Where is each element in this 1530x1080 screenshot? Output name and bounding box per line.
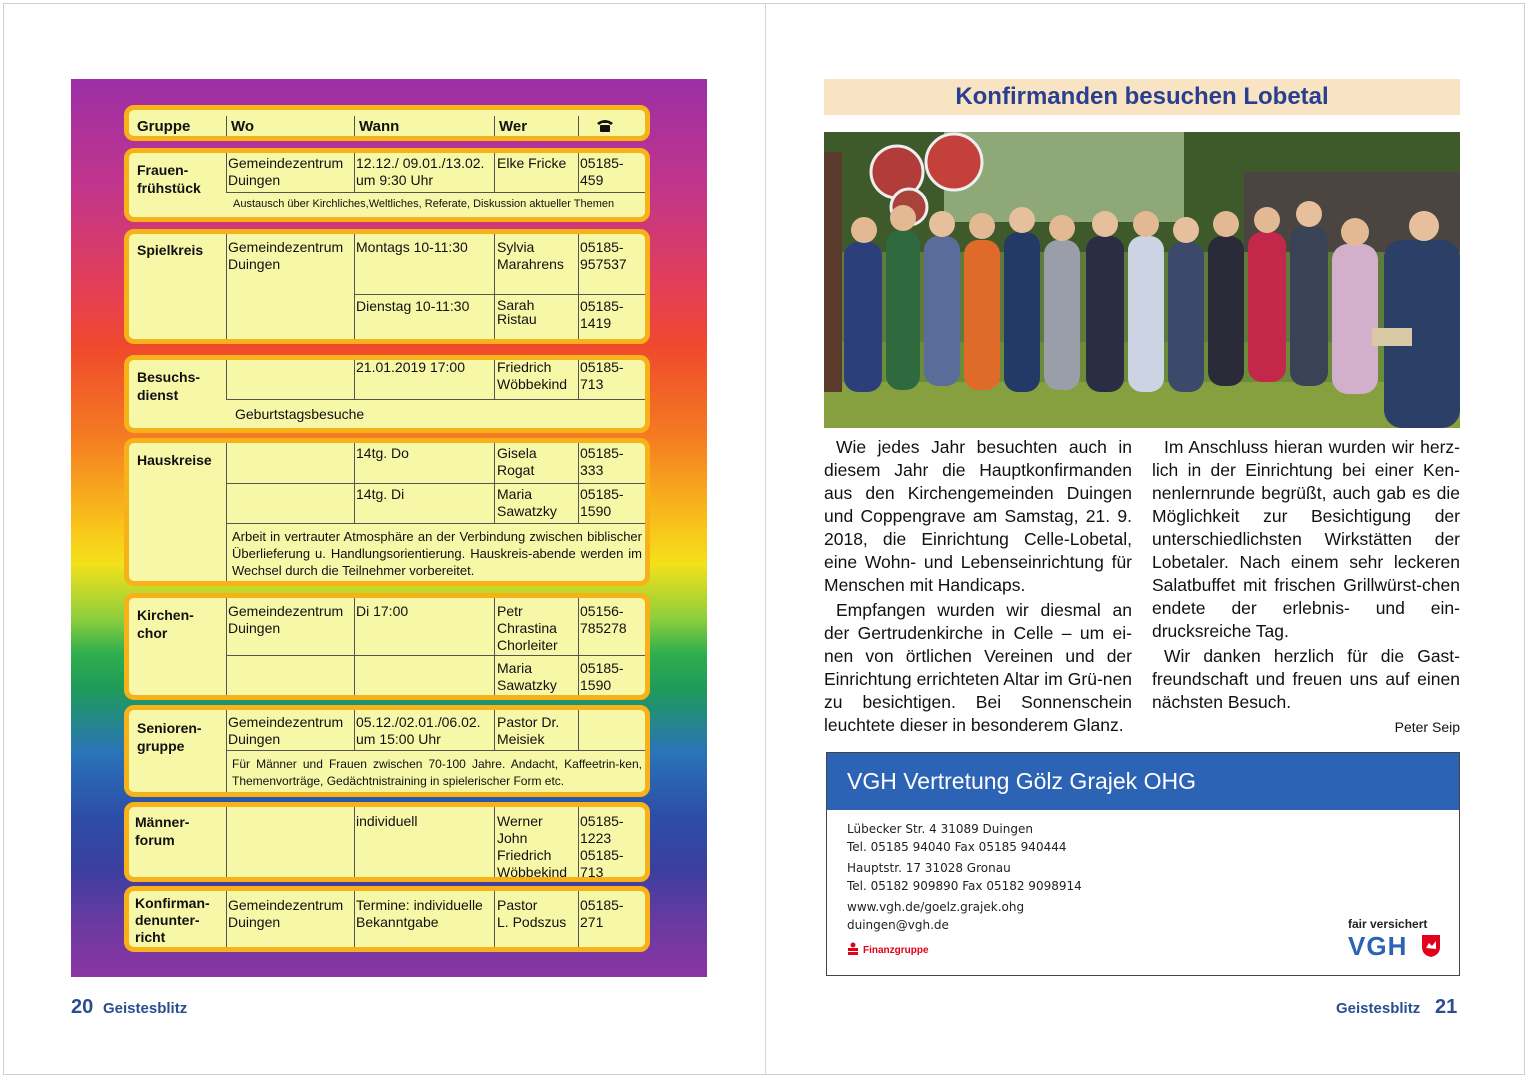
vgh-shield-icon [1421,934,1441,958]
divider [494,153,495,193]
vgh-slogan: fair versichert [1348,917,1428,931]
divider [578,234,579,339]
divider [226,234,227,339]
divider [226,399,646,400]
time: 14tg. Do [356,445,409,461]
group-name: Besuchs- dienst [137,369,201,403]
contact: Maria Sawatzky [497,486,557,519]
divider [354,360,355,400]
magazine-name-left: Geistesblitz [103,1000,188,1017]
finanzgruppe-label: Finanzgruppe [863,945,929,956]
article-paragraph: Wir danken herzlich für die Gast-freundschaft und freuen uns auf einen nächsten Besuch. [1152,646,1460,712]
time: 12.12./ 09.01./13.02. um 9:30 Uhr [356,155,485,188]
contact: Pastor Dr. Meisiek [497,714,560,747]
group-name: Konfirman- denunter- richt [135,895,210,945]
group-note: Austausch über Kirchliches,Weltliches, Referate, Diskussion aktueller Themen [233,198,615,210]
divider [226,750,646,751]
divider [578,443,579,523]
sparkasse-icon [847,942,859,956]
article-author: Peter Seip [1394,719,1460,735]
magazine-name-right: Geistesblitz [1336,1000,1421,1017]
time: individuell [356,813,418,829]
location: Gemeindezentrum Duingen [228,603,344,636]
article-paragraph: Wie jedes Jahr besuchten auch in diesem Jahr die Hauptkonfirmanden aus den Kirchengemeinden Duingen und Coppengrave am Samstag, 21. 9. 2018, die Einrichtung Celle-Lobetal, eine Wohn- und Lebenseinrichtung für Menschen mit Handicaps. [824,437,1132,595]
group-note: Geburtstagsbesuche [235,406,365,422]
phone-icon [595,117,615,133]
divider [578,153,579,193]
phone: 05185- 333 [580,445,624,478]
phone: 05185- 1223 05185- 713 [580,813,624,880]
page-number-right: 21 [1435,996,1458,1018]
group-konfi [124,886,650,952]
group-maenner [124,802,650,882]
divider [226,360,227,400]
time: Dienstag 10-11:30 [356,298,470,314]
vgh-phone-2: Tel. 05182 909890 Fax 05182 9098914 [847,879,1082,893]
location: Gemeindezentrum Duingen [228,239,344,272]
article-paragraph: Im Anschluss hieran wurden wir herz-lich in der Einrichtung bei einer Ken-nenlernrunde begrüßt, auch gab es die Möglichkeit zur Besichtigung der unterschiedlichsten Wirkstätten der Lobetaler. Nach einem sehr leckeren Salatbuffet mit frischen Grillwürst-chen endete der erlebnis- und ein-drucksreiche Tag. [1152,437,1460,641]
location: Gemeindezentrum Duingen [228,714,344,747]
divider [226,598,227,698]
group-name: Spielkreis [137,242,204,258]
time: 05.12./02.01./06.02. um 15:00 Uhr [356,714,481,747]
group-haus [124,438,650,586]
divider [354,443,355,523]
page-number-left: 20 [71,996,94,1018]
contact: Maria Sawatzky [497,660,557,693]
phone: 05185- 1590 [580,486,624,519]
divider [578,360,579,400]
divider [226,116,227,136]
divider [578,116,579,136]
divider [494,710,495,750]
divider [354,153,355,193]
vgh-logo: VGH [1348,931,1408,961]
divider [578,710,579,750]
divider [494,360,495,400]
time: 21.01.2019 17:00 [356,359,465,375]
vgh-title: VGH Vertretung Gölz Grajek OHG [847,768,1196,794]
contact: Pastor L. Podszus [497,897,567,930]
phone: 05185- 459 [580,155,624,188]
divider [226,655,646,656]
divider [354,234,355,339]
table-header [124,105,650,141]
contact: Sylvia Marahrens [497,239,564,272]
divider [494,807,495,879]
time: Di 17:00 [356,603,409,619]
group-besuch [124,355,650,433]
phone: 05156- 785278 [580,603,627,636]
group-name: Frauen- frühstück [137,162,201,196]
phone: 05185- 1590 [580,660,624,693]
time: Montags 10-11:30 [356,239,468,255]
phone: 05185- 1419 [580,298,624,331]
header-wann: Wann [359,118,400,135]
time: 14tg. Di [356,486,405,502]
phone: 05185- 713 [580,359,624,392]
divider [578,807,579,879]
divider [578,598,579,698]
vgh-advertisement [826,752,1460,976]
group-note: Für Männer und Frauen zwischen 70-100 Jahre. Andacht, Kaffeetrin-ken, Themenvorträge, Gedächtnistraining in spielerischer Form etc. [232,757,642,788]
group-chor [124,593,650,700]
contact: Gisela Rogat [497,445,537,478]
contact: Friedrich Wöbbekind [497,359,568,392]
vgh-website[interactable]: www.vgh.de/goelz.grajek.ohg [847,900,1025,914]
group-spielkreis [124,229,650,344]
divider [226,891,227,949]
divider [578,891,579,949]
divider [226,710,227,794]
divider [226,523,646,524]
header-wo: Wo [231,118,255,135]
group-name: Kirchen- chor [137,607,194,641]
vgh-address-1: Lübecker Str. 4 31089 Duingen [847,822,1033,836]
group-note: Arbeit in vertrauter Atmosphäre an der Verbindung zwischen biblischer Überlieferung u. Handlungsorientierung. Hauskreis-abende werden im Wechsel durch die Teilnehmer vorbereitet. [232,529,642,578]
group-name: Männer- forum [135,814,190,848]
divider [494,891,495,949]
divider [354,710,355,750]
header-gruppe: Gruppe [137,118,191,135]
article-title-bar [824,79,1460,115]
group-frauen [124,148,650,222]
article-paragraph: Empfangen wurden wir diesmal an der Gertrudenkirche in Celle – um ei-nen von örtlichen Vereinen und der Einrichtung errichteten Altar im Grü-nen zu besichtigen. Bei Sonnenschein leuchtete dieser in besonderem Glanz. [824,600,1132,735]
divider [494,598,495,698]
divider [354,116,355,136]
location: Gemeindezentrum Duingen [228,897,344,930]
divider [354,294,646,295]
vgh-email[interactable]: duingen@vgh.de [847,918,949,932]
divider [494,443,495,523]
divider [226,807,227,879]
vgh-header [827,753,1459,810]
article-column-1 [824,436,1132,737]
divider [226,192,646,193]
divider [226,443,227,583]
group-name: Senioren- gruppe [137,720,202,754]
divider [354,807,355,879]
article-column-2 [1152,436,1460,714]
contact: Elke Fricke [497,155,567,171]
contact: Petr Chrastina Chorleiter [497,603,558,653]
header-wer: Wer [499,118,528,135]
article-title: Konfirmanden besuchen Lobetal [955,83,1329,110]
group-senioren [124,705,650,797]
vgh-address-2: Hauptstr. 17 31028 Gronau [847,861,1011,875]
phone: 05185- 271 [580,897,624,930]
group-name: Hauskreise [137,452,212,468]
location: Gemeindezentrum Duingen [228,155,344,188]
group-photo [824,132,1460,428]
divider [494,116,495,136]
contact: Werner John Friedrich Wöbbekind [497,813,568,880]
contact: Sarah Ristau [497,297,537,327]
divider [226,153,227,193]
time: Termine: individuelle Bekanntgabe [356,897,483,930]
divider [494,234,495,339]
page-gutter [765,4,766,1074]
divider [226,483,646,484]
divider [354,598,355,698]
vgh-phone-1: Tel. 05185 94040 Fax 05185 940444 [847,840,1067,854]
divider [354,891,355,949]
phone: 05185- 957537 [580,239,627,272]
